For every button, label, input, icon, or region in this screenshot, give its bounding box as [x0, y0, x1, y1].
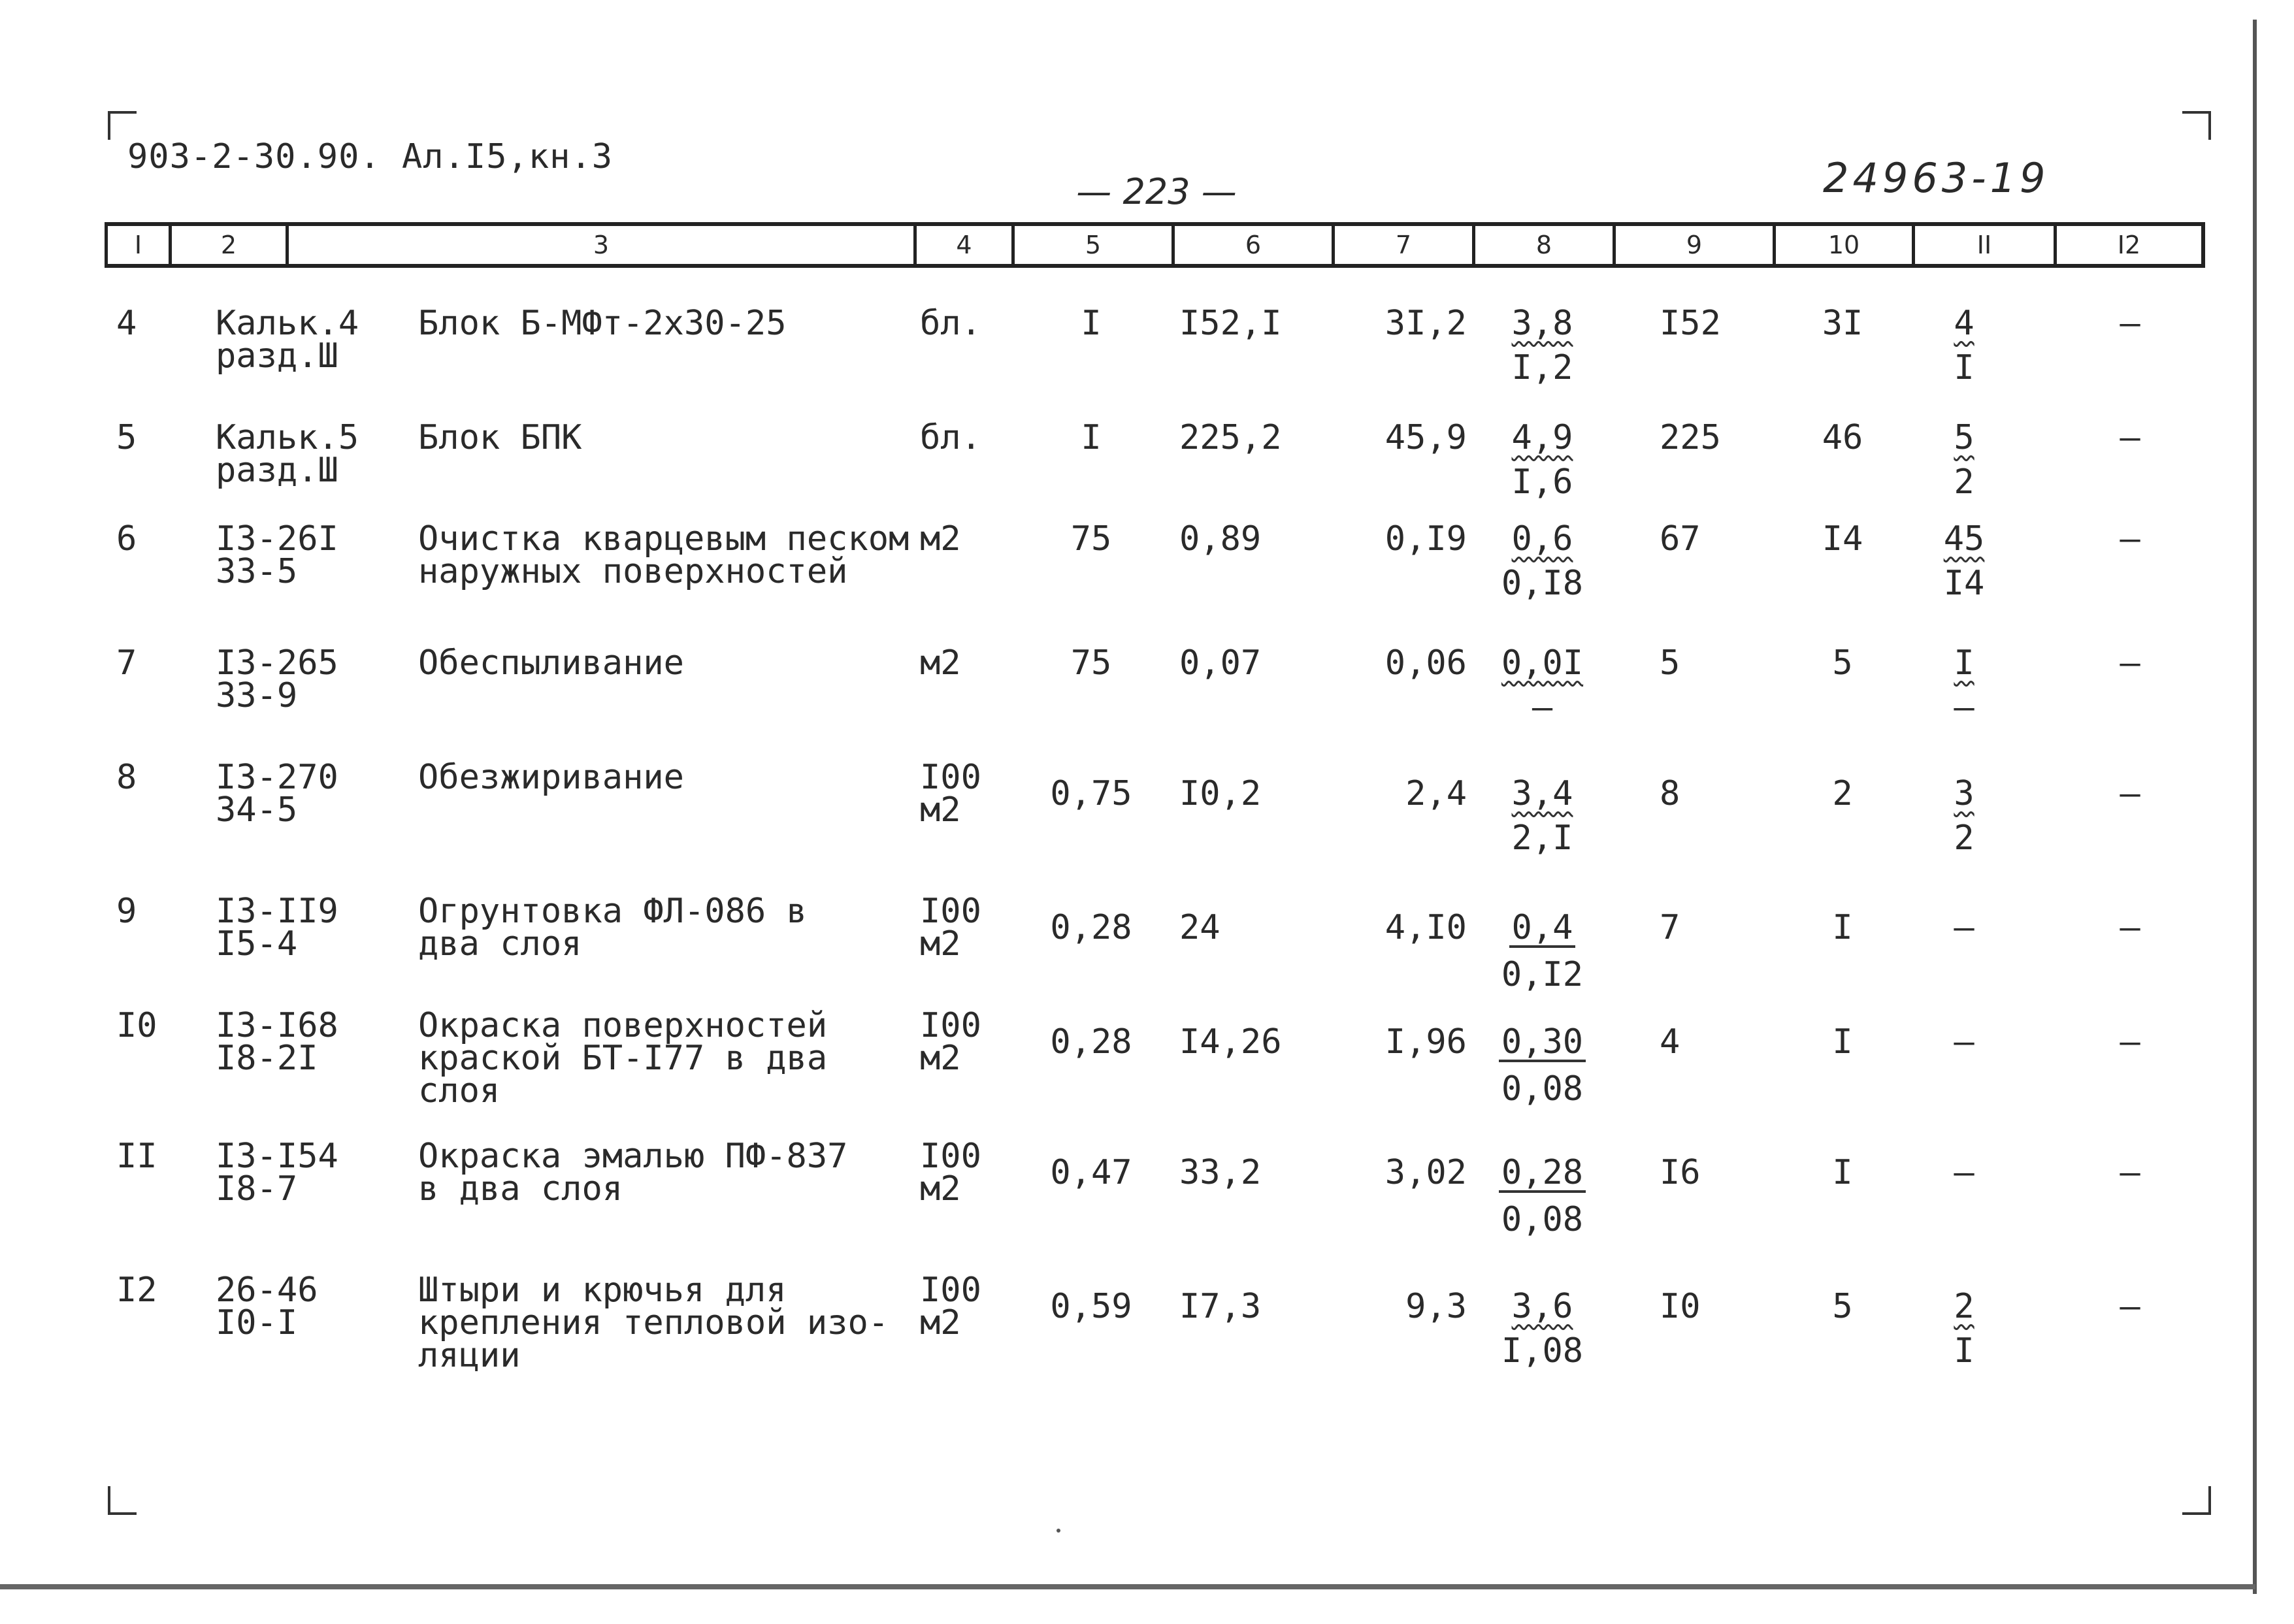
unit: бл.: [920, 418, 981, 457]
total-machine-fraction: [1912, 643, 2016, 727]
quantity: 75: [1070, 643, 1112, 683]
total-cost: 225: [1660, 418, 1721, 457]
machine-cost-fraction-denominator: I,6: [1511, 463, 1573, 502]
total-wages: I: [1832, 908, 1853, 947]
total-wages: I: [1832, 1153, 1853, 1192]
wages-unit: 2,4: [1405, 774, 1467, 813]
machine-cost-fraction: [1472, 519, 1613, 603]
column-header-11: II: [1912, 222, 2054, 268]
scan-speck: [1057, 1529, 1060, 1533]
norm-code: I3-II9: [216, 892, 338, 931]
column-12-value: —: [2120, 519, 2140, 559]
column-header-2: 2: [169, 222, 286, 268]
norm-code: Кальк.5: [216, 418, 359, 457]
column-header-10: 10: [1773, 222, 1912, 268]
total-wages: 46: [1822, 418, 1863, 457]
norm-code-sub: 33-5: [216, 552, 298, 591]
column-12-value: —: [2120, 643, 2140, 683]
machine-cost-fraction-numerator: 0,30: [1499, 1026, 1586, 1062]
quantity: I: [1081, 304, 1102, 343]
unit: I00 м2: [920, 1006, 981, 1078]
total-machine-fraction: [1912, 1287, 2016, 1371]
column-12-value: —: [2120, 774, 2140, 813]
total-cost: 4: [1660, 1022, 1680, 1062]
machine-cost-fraction-numerator: 0,4: [1509, 911, 1576, 948]
machine-cost-fraction-numerator: 0,28: [1499, 1156, 1586, 1193]
machine-cost-fraction: [1472, 418, 1613, 502]
norm-code: 26-46: [216, 1271, 318, 1310]
machine-cost-fraction: [1472, 908, 1613, 994]
quantity: 0,28: [1050, 1022, 1132, 1062]
total-machine: —: [1954, 908, 1974, 947]
total-machine-fraction-denominator: 2: [1954, 819, 1974, 858]
machine-cost-fraction-denominator: 0,08: [1501, 1200, 1584, 1239]
row-number: I0: [116, 1006, 157, 1045]
unit-cost: I4,26: [1179, 1022, 1282, 1062]
total-wages: 3I: [1822, 304, 1863, 343]
column-header-4: 4: [913, 222, 1011, 268]
total-cost: 8: [1660, 774, 1680, 813]
machine-cost-fraction: [1472, 1287, 1613, 1371]
work-name: Блок Б-МФт-2х30-25: [418, 304, 787, 343]
column-header-12: I2: [2054, 222, 2205, 268]
total-wages: I4: [1822, 519, 1863, 559]
unit-cost: I52,I: [1179, 304, 1282, 343]
column-header-9: 9: [1613, 222, 1773, 268]
total-machine-fraction-denominator: —: [1954, 688, 1974, 727]
unit: м2: [920, 519, 961, 559]
unit-cost: 33,2: [1179, 1153, 1262, 1192]
column-12-value: —: [2120, 1153, 2140, 1192]
work-name: Штыри и крючья для крепления тепловой изо- ляции: [418, 1271, 889, 1375]
wages-unit: 3I,2: [1385, 304, 1467, 343]
unit-cost: 225,2: [1179, 418, 1282, 457]
machine-cost-fraction-numerator: 3,4: [1511, 774, 1573, 813]
scan-edge-right: [2253, 20, 2257, 1594]
total-wages: I: [1832, 1022, 1853, 1062]
total-cost: 7: [1660, 908, 1680, 947]
quantity: I: [1081, 418, 1102, 457]
column-header-7: 7: [1332, 222, 1472, 268]
norm-code: Кальк.4: [216, 304, 359, 343]
total-wages: 5: [1832, 1287, 1853, 1326]
wages-unit: 9,3: [1405, 1287, 1467, 1326]
column-header-5: 5: [1011, 222, 1172, 268]
total-machine-fraction-denominator: I: [1954, 1331, 1974, 1371]
row-number: 4: [116, 304, 137, 343]
row-number: 9: [116, 892, 137, 931]
total-wages: 2: [1832, 774, 1853, 813]
machine-cost-fraction: [1472, 1022, 1613, 1109]
machine-cost-fraction-denominator: —: [1532, 688, 1553, 727]
column-header-3: 3: [286, 222, 913, 268]
norm-code: I3-I54: [216, 1137, 338, 1176]
total-machine-fraction: [1912, 418, 2016, 502]
machine-cost-fraction-denominator: 0,I8: [1501, 564, 1584, 603]
scan-edge-bottom: [0, 1584, 2255, 1589]
total-cost: 5: [1660, 643, 1680, 683]
work-name: Окраска поверхностей краской БТ-I77 в два слоя: [418, 1006, 828, 1111]
work-name: Обезжиривание: [418, 758, 684, 797]
work-name: Блок БПК: [418, 418, 582, 457]
unit-cost: 0,89: [1179, 519, 1262, 559]
row-number: 8: [116, 758, 137, 797]
column-12-value: —: [2120, 418, 2140, 457]
unit: I00 м2: [920, 758, 981, 830]
total-machine-fraction-numerator: 45: [1943, 519, 1985, 559]
document-code: 903-2-30.90. Ал.I5,кн.3: [127, 137, 614, 176]
quantity: 0,47: [1050, 1153, 1132, 1192]
unit: I00 м2: [920, 1271, 981, 1342]
corner-mark-bottom-right: [2182, 1486, 2211, 1515]
handwritten-stamp: 24963-19: [1823, 154, 2050, 202]
wages-unit: 45,9: [1385, 418, 1467, 457]
norm-code: I3-26I: [216, 519, 338, 559]
total-machine-fraction-numerator: 4: [1954, 304, 1974, 343]
unit: I00 м2: [920, 1137, 981, 1209]
machine-cost-fraction: [1472, 643, 1613, 727]
total-machine-fraction: [1912, 774, 2016, 858]
wages-unit: 4,I0: [1385, 908, 1467, 947]
norm-code-sub: I8-2I: [216, 1039, 318, 1078]
machine-cost-fraction: [1472, 304, 1613, 387]
column-12-value: —: [2120, 1022, 2140, 1062]
unit-cost: 24: [1179, 908, 1221, 947]
quantity: 0,59: [1050, 1287, 1132, 1326]
column-header-1: I: [105, 222, 169, 268]
norm-code-sub: 34-5: [216, 790, 298, 830]
row-number: I2: [116, 1271, 157, 1310]
column-12-value: —: [2120, 908, 2140, 947]
row-number: 7: [116, 643, 137, 683]
unit: м2: [920, 643, 961, 683]
machine-cost-fraction-numerator: 3,6: [1511, 1287, 1573, 1326]
column-header-8: 8: [1472, 222, 1613, 268]
norm-code: I3-265: [216, 643, 338, 683]
row-number: 6: [116, 519, 137, 559]
column-12-value: —: [2120, 304, 2140, 343]
machine-cost-fraction-numerator: 4,9: [1511, 418, 1573, 457]
total-machine-fraction-numerator: 5: [1954, 418, 1974, 457]
wages-unit: I,96: [1385, 1022, 1467, 1062]
norm-code: I3-I68: [216, 1006, 338, 1045]
column-header-6: 6: [1172, 222, 1332, 268]
machine-cost-fraction: [1472, 1153, 1613, 1239]
total-machine: —: [1954, 1022, 1974, 1062]
corner-mark-bottom-left: [108, 1486, 137, 1515]
wages-unit: 3,02: [1385, 1153, 1467, 1192]
total-machine: —: [1954, 1153, 1974, 1192]
norm-code: I3-270: [216, 758, 338, 797]
total-machine-fraction-numerator: 2: [1954, 1287, 1974, 1326]
machine-cost-fraction: [1472, 774, 1613, 858]
wages-unit: 0,I9: [1385, 519, 1467, 559]
norm-code-sub: разд.Ш: [216, 451, 338, 490]
norm-code-sub: разд.Ш: [216, 336, 338, 376]
machine-cost-fraction-numerator: 0,0I: [1501, 643, 1584, 683]
machine-cost-fraction-denominator: I,08: [1501, 1331, 1584, 1371]
column-12-value: —: [2120, 1287, 2140, 1326]
total-machine-fraction-denominator: I: [1954, 348, 1974, 387]
machine-cost-fraction-numerator: 0,6: [1511, 519, 1573, 559]
unit: бл.: [920, 304, 981, 343]
norm-code-sub: I8-7: [216, 1169, 298, 1209]
corner-mark-top-left: [108, 111, 137, 140]
unit-cost: I7,3: [1179, 1287, 1262, 1326]
work-name: Обеспыливание: [418, 643, 684, 683]
work-name: Очистка кварцевым песком наружных поверхностей: [418, 519, 909, 591]
machine-cost-fraction-numerator: 3,8: [1511, 304, 1573, 343]
total-cost: I52: [1660, 304, 1721, 343]
norm-code-sub: 33-9: [216, 676, 298, 715]
work-name: Огрунтовка ФЛ-086 в два слоя: [418, 892, 807, 964]
total-machine-fraction-numerator: 3: [1954, 774, 1974, 813]
total-cost: I0: [1660, 1287, 1701, 1326]
page-number: — 223 —: [1076, 171, 1237, 212]
machine-cost-fraction-denominator: 0,08: [1501, 1069, 1584, 1109]
row-number: 5: [116, 418, 137, 457]
norm-code-sub: I0-I: [216, 1303, 298, 1342]
total-wages: 5: [1832, 643, 1853, 683]
machine-cost-fraction-denominator: 0,I2: [1501, 955, 1584, 994]
quantity: 0,28: [1050, 908, 1132, 947]
total-cost: 67: [1660, 519, 1701, 559]
norm-code-sub: I5-4: [216, 924, 298, 964]
machine-cost-fraction-denominator: 2,I: [1511, 819, 1573, 858]
quantity: 0,75: [1050, 774, 1132, 813]
total-machine-fraction-denominator: I4: [1943, 564, 1985, 603]
wages-unit: 0,06: [1385, 643, 1467, 683]
total-machine-fraction: [1912, 519, 2016, 603]
total-machine-fraction-denominator: 2: [1954, 463, 1974, 502]
machine-cost-fraction-denominator: I,2: [1511, 348, 1573, 387]
row-number: II: [116, 1137, 157, 1176]
unit-cost: I0,2: [1179, 774, 1262, 813]
work-name: Окраска эмалью ПФ-837 в два слоя: [418, 1137, 848, 1209]
total-machine-fraction: [1912, 304, 2016, 387]
unit: I00 м2: [920, 892, 981, 964]
total-machine-fraction-numerator: I: [1954, 643, 1974, 683]
corner-mark-top-right: [2182, 111, 2211, 140]
quantity: 75: [1070, 519, 1112, 559]
unit-cost: 0,07: [1179, 643, 1262, 683]
total-cost: I6: [1660, 1153, 1701, 1192]
